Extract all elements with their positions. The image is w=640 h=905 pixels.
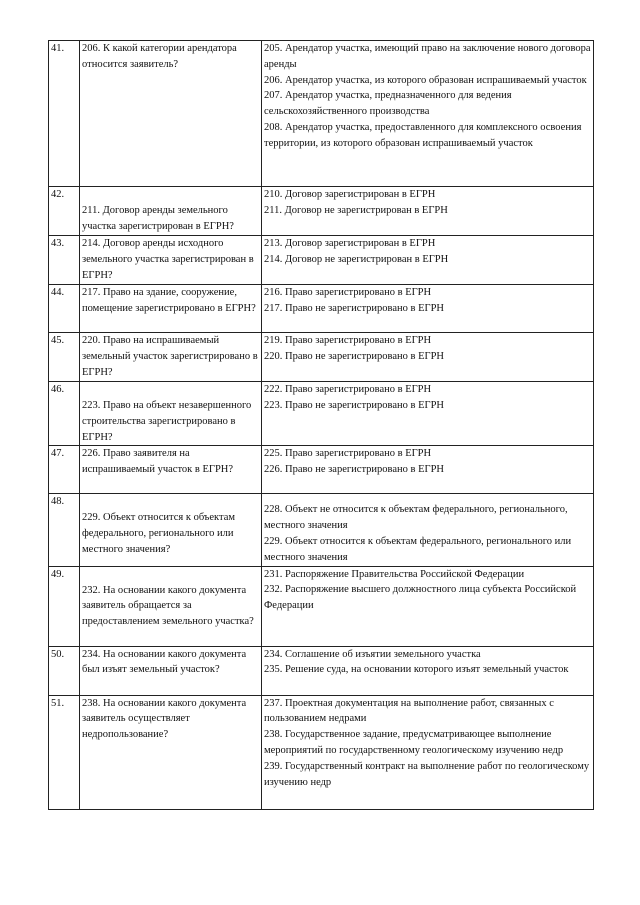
answer-option: 220. Право не зарегистрировано в ЕГРН [264, 350, 445, 362]
answer-option: 232. Распоряжение высшего должностного лица субъекта Российской Федерации [264, 584, 577, 612]
question-table [48, 40, 594, 810]
answer-option: 208. Арендатор участка, предоставленного для комплексного освоения территории, из которого образован испрашиваемый участок [264, 121, 582, 149]
question-cell [80, 494, 262, 566]
table-row [49, 285, 594, 333]
answer-option: 239. Государственный контракт на выполнение работ по геологическому изучению недр [264, 760, 590, 788]
answer-option: 216. Право зарегистрировано в ЕГРН [264, 287, 432, 298]
answer-option: 235. Решение суда, на основании которого изъят земельный участок [264, 664, 569, 676]
answer-option: 222. Право зарегистрировано в ЕГРН [264, 384, 432, 395]
question-text: 223. Право на объект незавершенного строительства зарегистрировано в ЕГРН? [82, 400, 252, 443]
row-number: 47. [49, 446, 80, 494]
answer-option: 228. Объект не относится к объектам федерального, регионального, местного значения [264, 504, 568, 532]
table-row [49, 646, 594, 695]
table-row [49, 41, 594, 187]
question-cell [80, 646, 262, 695]
table-row [49, 566, 594, 646]
table-row [49, 695, 594, 809]
answer-option: 207. Арендатор участка, предназначенного для ведения сельскохозяйственного производства [264, 90, 512, 118]
table-row [49, 236, 594, 285]
question-text: 211. Договор аренды земельного участка зарегистрирован в ЕГРН? [82, 205, 234, 232]
row-number: 46. [49, 382, 80, 446]
answer-option: 210. Договор зарегистрирован в ЕГРН [264, 189, 436, 200]
question-cell [80, 566, 262, 646]
answers-cell [262, 285, 594, 333]
answer-option: 214. Договор не зарегистрирован в ЕГРН [264, 253, 449, 265]
answers-cell [262, 695, 594, 809]
question-text: 226. Право заявителя на испрашиваемый участок в ЕГРН? [82, 448, 234, 476]
question-cell [80, 333, 262, 382]
question-cell [80, 695, 262, 809]
row-number: 51. [49, 695, 80, 809]
answer-option: 205. Арендатор участка, имеющий право на заключение нового договора аренды [264, 43, 591, 70]
answers-cell [262, 236, 594, 285]
row-number: 41. [49, 41, 80, 187]
question-text: 206. К какой категории арендатора относится заявитель? [82, 43, 237, 70]
answers-cell [262, 566, 594, 646]
question-text: 229. Объект относится к объектам федерального, регионального или местного значения? [82, 512, 236, 555]
row-number: 49. [49, 566, 80, 646]
question-text: 234. На основании какого документа был изъят земельный участок? [82, 648, 247, 676]
answer-option: 206. Арендатор участка, из которого образован испрашиваемый участок [264, 74, 587, 86]
answer-option: 217. Право не зарегистрировано в ЕГРН [264, 302, 445, 314]
answer-option: 229. Объект относится к объектам федерального, регионального или местного значения [264, 535, 572, 563]
answer-option: 234. Соглашение об изъятии земельного участка [264, 648, 481, 660]
row-number: 50. [49, 646, 80, 695]
answer-option: 225. Право зарегистрировано в ЕГРН [264, 448, 432, 460]
table-row [49, 333, 594, 382]
question-cell [80, 382, 262, 446]
answers-cell [262, 494, 594, 566]
row-number: 45. [49, 333, 80, 382]
answer-option: 226. Право не зарегистрировано в ЕГРН [264, 464, 445, 476]
answer-option: 231. Распоряжение Правительства Российской Федерации [264, 568, 525, 580]
answer-option: 238. Государственное задание, предусматривающее выполнение мероприятий по государственному геологическому изучению недр [264, 729, 564, 756]
question-cell [80, 446, 262, 494]
answer-option: 237. Проектная документация на выполнение работ, связанных с пользованием недрами [264, 697, 554, 725]
question-text: 220. Право на испрашиваемый земельный участок зарегистрировано в ЕГРН? [82, 335, 258, 378]
table-row [49, 382, 594, 446]
question-text: 238. На основании какого документа заявитель осуществляет недропользование? [82, 697, 247, 741]
row-number: 48. [49, 494, 80, 566]
answers-cell [262, 41, 594, 187]
question-cell [80, 285, 262, 333]
answers-cell [262, 646, 594, 695]
question-cell [80, 236, 262, 285]
answer-option: 223. Право не зарегистрировано в ЕГРН [264, 399, 445, 411]
question-cell [80, 41, 262, 187]
question-text: 217. Право на здание, сооружение, помещение зарегистрировано в ЕГРН? [82, 287, 256, 314]
answers-cell [262, 382, 594, 446]
table-row [49, 446, 594, 494]
answer-option: 219. Право зарегистрировано в ЕГРН [264, 335, 432, 346]
row-number: 43. [49, 236, 80, 285]
row-number: 44. [49, 285, 80, 333]
question-text: 214. Договор аренды исходного земельного участка зарегистрирован в ЕГРН? [82, 238, 254, 281]
row-number: 42. [49, 187, 80, 236]
question-cell [80, 187, 262, 236]
answer-option: 211. Договор не зарегистрирован в ЕГРН [264, 204, 448, 216]
question-text: 232. На основании какого документа заявитель обращается за предоставлением земельного участка? [82, 584, 254, 628]
answers-cell [262, 333, 594, 382]
table-row [49, 494, 594, 566]
answer-option: 213. Договор зарегистрирован в ЕГРН [264, 238, 436, 249]
answers-cell [262, 446, 594, 494]
answers-cell [262, 187, 594, 236]
table-row [49, 187, 594, 236]
